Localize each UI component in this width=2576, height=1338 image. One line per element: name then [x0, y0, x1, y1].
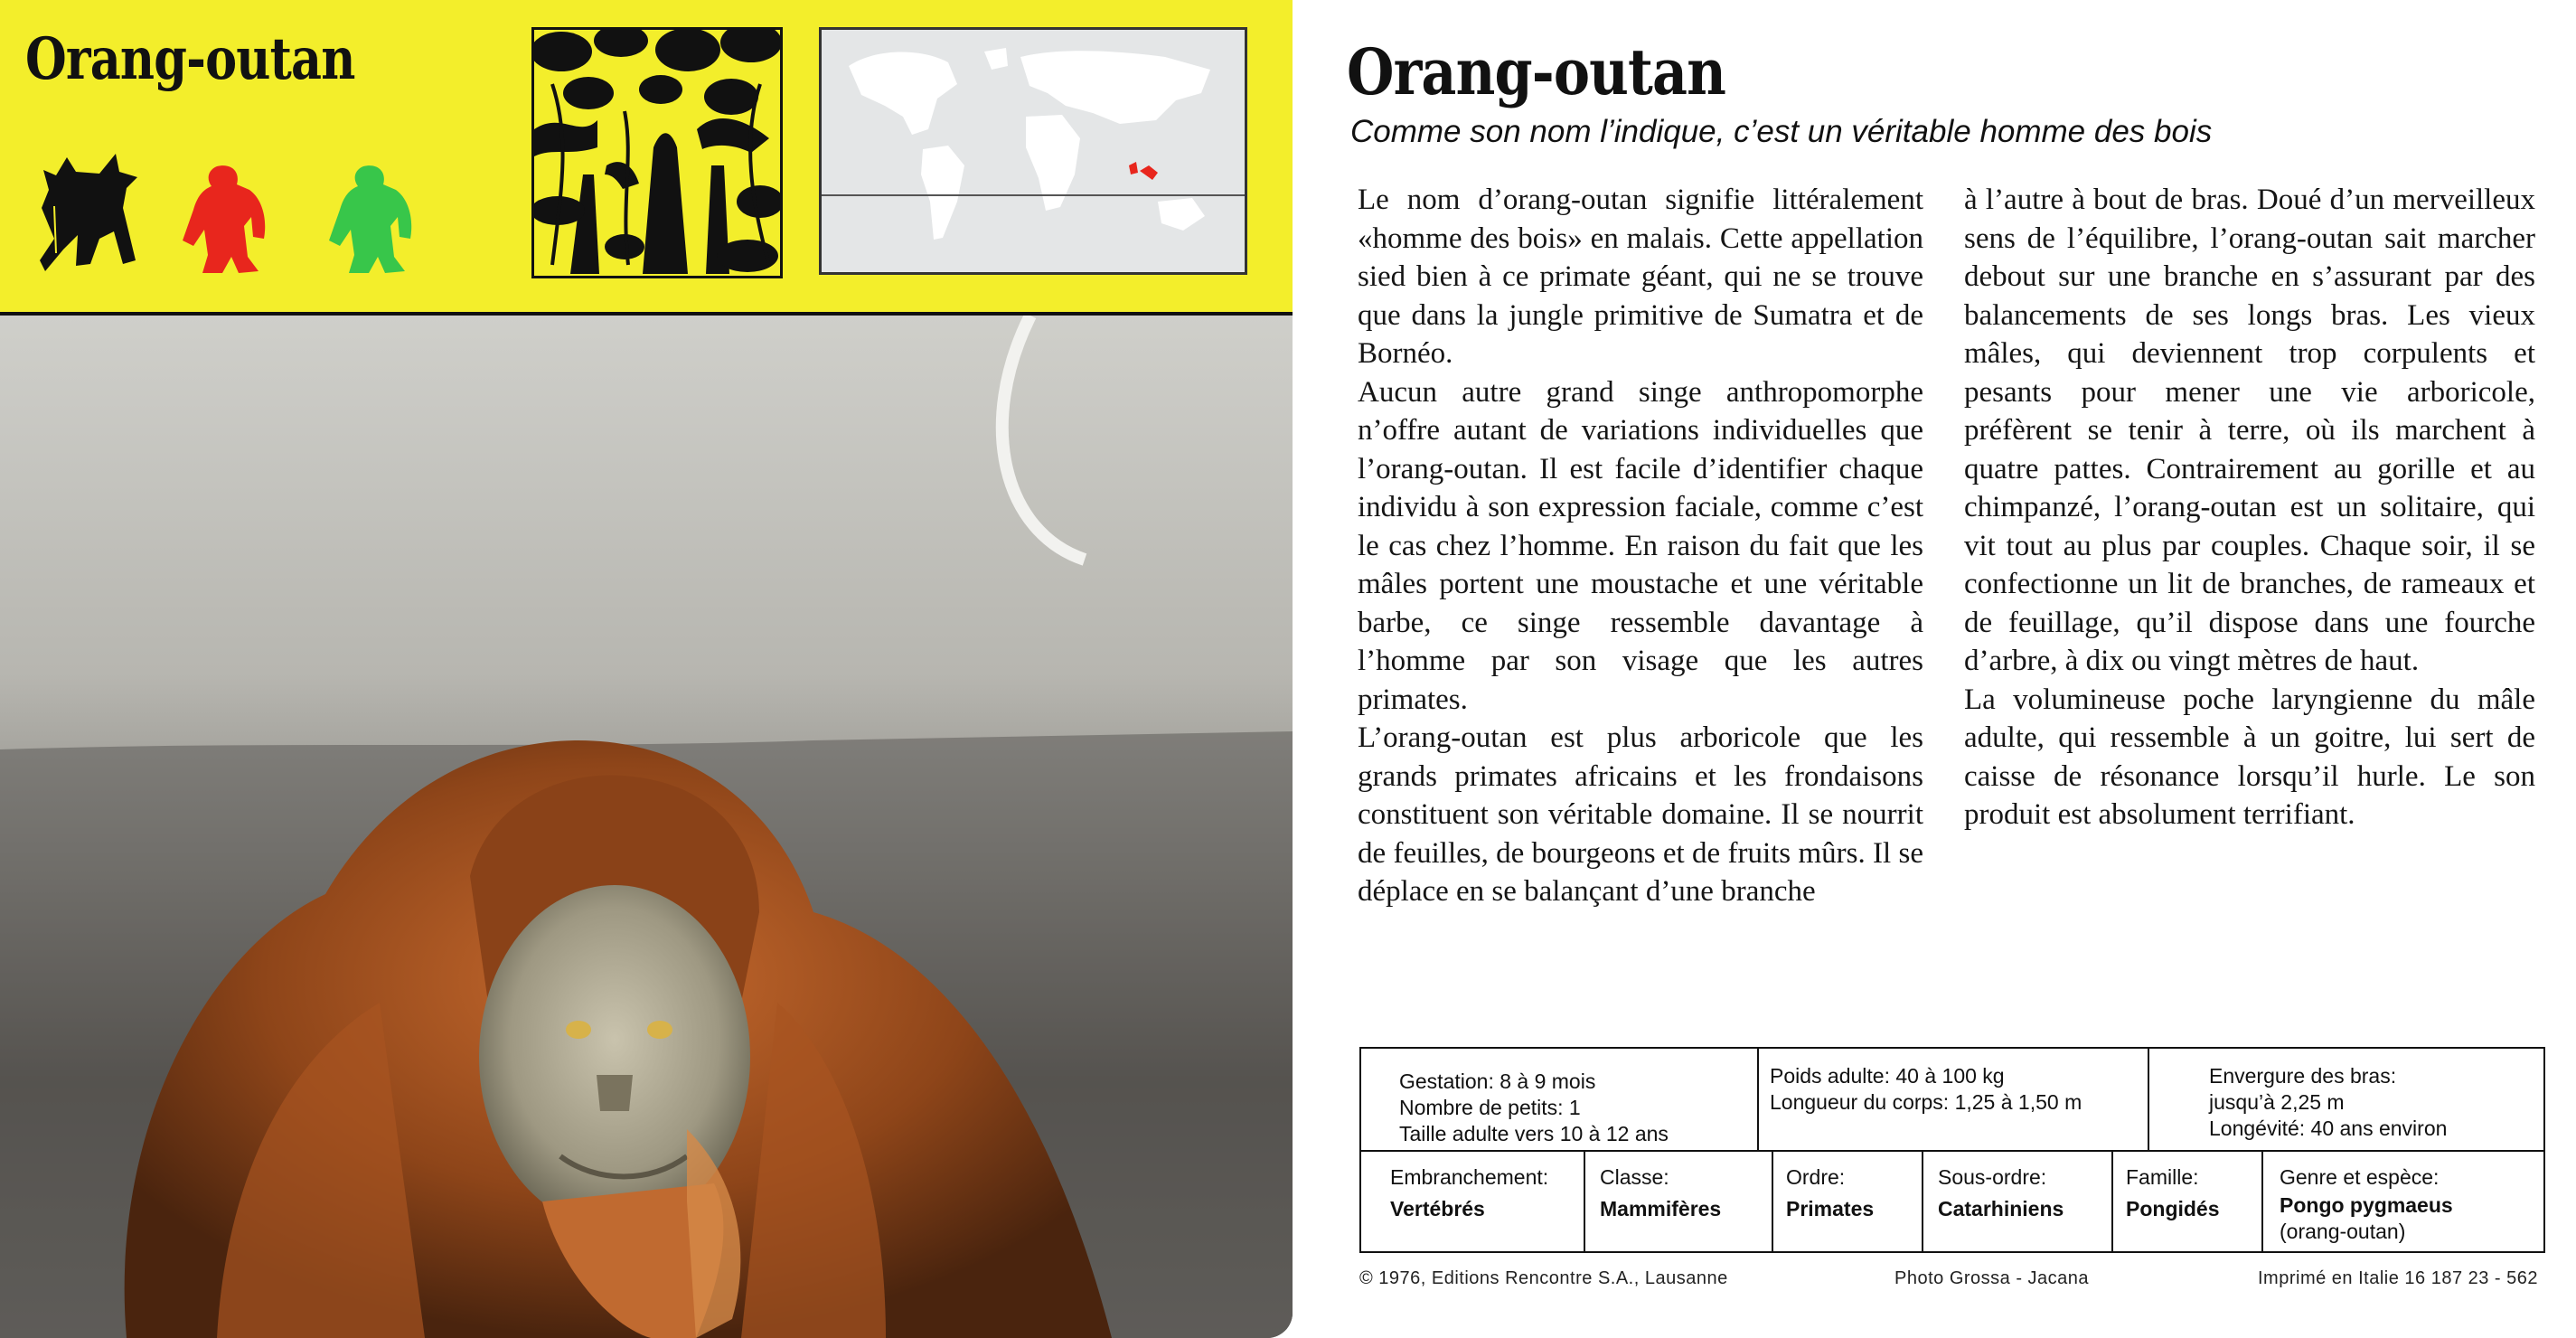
facts-cell-size — [1759, 1049, 2149, 1150]
taxon-value: Pongo pygmaeus — [2280, 1193, 2453, 1217]
footer-photo-credit: Photo Grossa - Jacana — [1894, 1268, 2090, 1288]
taxon-value: Catarhiniens — [1938, 1197, 2064, 1220]
paragraph: à l’autre à bout de bras. Doué d’un merveilleux sens de l’équilibre, l’orang-outan sait marcher debout sur une branche en s’assurant par des balancements de ses longs bras. Les vieux mâles, qui deviennent trop corpulents et pesants pour mener une vie arboricole, préfèrent se tenir à terre, où ils marchent à quatre pattes. Contrairement au gorille et au chimpanzé, l’orang-outan est un solitaire, qui vit tout au plus par couples. Chaque soir, il se confectionne un lit de branches, de rameaux et de feuillage, qu’il dispose dans une fourche d’arbre, à dix ou vingt mètres de haut. — [1964, 184, 2535, 677]
distribution-map — [819, 27, 1247, 275]
category-icons — [36, 145, 416, 280]
footer-copyright: © 1976, Editions Rencontre S.A., Lausanne — [1359, 1268, 1728, 1288]
facts-row-taxonomy — [1361, 1152, 2543, 1252]
front-title: Orang-outan — [25, 25, 355, 93]
taxon-sous-ordre — [1923, 1152, 2113, 1252]
header-band — [0, 0, 1293, 316]
taxon-genre-espece — [2263, 1152, 2543, 1252]
taxon-ordre — [1773, 1152, 1923, 1252]
red-gorilla-icon — [181, 163, 271, 276]
habitat-jungle-illustration — [531, 27, 783, 278]
fact-litter-size: Nombre de petits: 1 — [1399, 1096, 1581, 1119]
taxon-value: Pongidés — [2126, 1197, 2220, 1220]
facts-cell-reproduction — [1361, 1049, 1759, 1150]
paragraph: Le nom d’orang-outan signifie littéralement «homme des bois» en malais. Cette appellation sied bien à ce primate géant, qui ne se trouve que dans la jungle primitive de Sumatra et de Bornéo. — [1358, 184, 1923, 370]
facts-row-biology — [1361, 1049, 2543, 1152]
text-column-left — [1358, 181, 1923, 911]
taxon-famille — [2113, 1152, 2263, 1252]
bull-icon — [36, 145, 145, 276]
fact-arm-span-value: jusqu’à 2,25 m — [2209, 1090, 2345, 1114]
fact-arm-span-label: Envergure des bras: — [2209, 1064, 2397, 1088]
facts-cell-span — [2149, 1049, 2543, 1150]
taxon-label: Classe: — [1600, 1165, 1669, 1189]
taxon-label: Famille: — [2126, 1165, 2199, 1189]
taxon-classe — [1585, 1152, 1773, 1252]
paragraph: La volumineuse poche laryngienne du mâle adulte, qui ressemble à un goitre, lui sert de caisse de résonance lorsqu’il hurle. Le son produit est absolument terrifiant. — [1964, 683, 2535, 831]
taxon-value: Primates — [1786, 1197, 1875, 1220]
text-column-right — [1964, 181, 2535, 834]
paragraph: L’orang-outan est plus arboricole que les grands primates africains et les frondaisons constituent son véritable domaine. Il se nourrit de feuilles, de bourgeons et de fruits mûrs. Il se déplace en se balançant d’une branche — [1358, 721, 1923, 908]
back-title: Orang-outan — [1347, 34, 1726, 109]
green-gorilla-icon — [327, 163, 418, 276]
taxon-embranchement — [1361, 1152, 1585, 1252]
card-back — [1347, 0, 2576, 1338]
taxon-common-name: (orang-outan) — [2280, 1220, 2406, 1243]
orangutan-photo — [0, 316, 1293, 1338]
footer-print-info: Imprimé en Italie 16 187 23 - 562 — [2258, 1268, 2539, 1288]
equator-line — [822, 194, 1245, 196]
fact-longevity: Longévité: 40 ans environ — [2209, 1117, 2448, 1140]
taxon-value: Vertébrés — [1390, 1197, 1485, 1220]
fact-gestation: Gestation: 8 à 9 mois — [1399, 1069, 1596, 1093]
fact-adult-age: Taille adulte vers 10 à 12 ans — [1399, 1122, 1669, 1145]
facts-table — [1359, 1047, 2545, 1253]
paragraph: Aucun autre grand singe anthropomorphe n’offre autant de variations individuelles que l’orang-outan. Il est facile d’identifier chaque individu à son expression faciale, comme c’est le cas chez l’homme. En raison du fait que les mâles portent une moustache et une véritable barbe, ce singe ressemble davantage à l’homme par son visage que les autres primates. — [1358, 375, 1923, 716]
taxon-value: Mammifères — [1600, 1197, 1722, 1220]
taxon-label: Genre et espèce: — [2280, 1165, 2440, 1189]
taxon-label: Ordre: — [1786, 1165, 1846, 1189]
taxon-label: Sous-ordre: — [1938, 1165, 2047, 1189]
fact-body-length: Longueur du corps: 1,25 à 1,50 m — [1770, 1090, 2082, 1114]
fact-weight: Poids adulte: 40 à 100 kg — [1770, 1064, 2005, 1088]
taxon-label: Embranchement: — [1390, 1165, 1549, 1189]
subtitle: Comme son nom l’indique, c’est un véritable homme des bois — [1350, 114, 2213, 149]
